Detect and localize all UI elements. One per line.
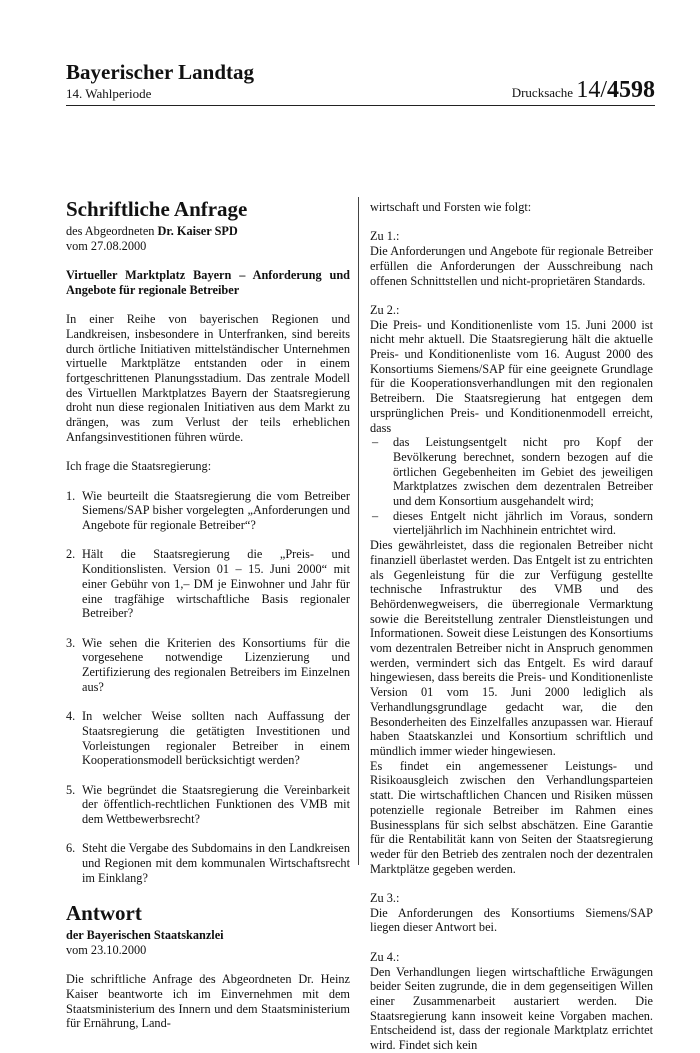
column-divider (358, 197, 359, 865)
question-number: 1. (66, 488, 76, 503)
question-item (66, 636, 350, 695)
zu1-label: Zu 1.: (370, 229, 400, 244)
bullet-text: dieses Entgelt nicht jährlich im Voraus, sondern vierteljährlich im Nachhinein entrichtet wird. (393, 508, 653, 538)
zu3-text: Die Anforderungen des Konsortiums Siemens/SAP liegen dieser Antwort bei. (370, 905, 653, 935)
zu2-label: Zu 2.: (370, 302, 400, 317)
zu3-label: Zu 3.: (370, 891, 400, 905)
answer-intro-continued: wirtschaft und Forsten wie folgt: (370, 200, 532, 214)
header-rule (66, 105, 655, 106)
right-column (370, 200, 653, 1053)
question-item (66, 709, 350, 768)
answer-heading: Antwort (66, 901, 142, 926)
print-number-part2: 4598 (607, 77, 655, 103)
left-column (66, 196, 350, 1031)
parliament-title: Bayerischer Landtag (66, 60, 255, 84)
question-number: 3. (66, 635, 76, 650)
inquiry-subject: Virtueller Marktplatz Bayern – Anforderung und Angebote für regionale Betreiber (66, 268, 350, 297)
bullet-text: das Leistungsentgelt nicht pro Kopf der Bevölkerung berechnet, sondern bezogen auf die örtlichen Gegebenheiten im Gebiet des jeweiligen Marktplatzes zwischen dem dezentralen Betreiber und dem Konsortium ausgehandelt wird; (393, 435, 653, 509)
answer-date: vom 23.10.2000 (66, 942, 147, 957)
legislative-period: 14. Wahlperiode (66, 86, 152, 101)
question-item (66, 547, 350, 621)
question-text: Hält die Staatsregierung die „Preis- und Konditionslisten. Version 01 – 15. Juni 2000“ mit einer Gebühr von 1,– DM je Einwohner und Jahr für eine tragfähige wirtschaftliche Basis regionaler Betreiber? (82, 547, 350, 621)
zu2-text: Die Preis- und Konditionenliste vom 15. Juni 2000 ist nicht mehr aktuell. Die Staatsregierung hält die aktuelle Preis- und Konditionenliste vom 16. August 2000 des Konsortiums Siemens/SAP für eine geeignete Grundlage für die Kooperationsverhandlungen mit den regionalen Betreibern. Die Staatsregierung hat entgegen dem ursprünglichen Preis- und Konditionenmodell erreicht, dass (370, 317, 653, 435)
inquiry-author (66, 224, 350, 239)
question-item (66, 841, 350, 885)
bullet-item: – dieses Entgelt nicht jährlich im Voraus, sondern vierteljährlich im Nachhinein entrichtet wird. (372, 508, 653, 538)
question-text: In welcher Weise sollten nach Auffassung der Staatsregierung die getätigten Investitionen und Vorleistungen regionaler Betreiber in einem Kooperationsmodell berücksichtigt werden? (82, 709, 350, 768)
print-label: Drucksache (511, 85, 574, 100)
inquiry-author-name: Dr. Kaiser SPD (157, 224, 238, 238)
zu2-bullet-list (370, 435, 653, 538)
zu4-text: Den Verhandlungen liegen wirtschaftliche Erwägungen beider Seiten zugrunde, die in dem gegenseitigen Willen einer Zusammenarbeit austariert werden. Die Staatsregierung kann insoweit keine Vorgaben machen. Entscheidend ist, dass der regionale Marktplatz errichtet wird. Findet sich kein (370, 964, 653, 1053)
question-text: Steht die Vergabe des Subdomains in den Landkreisen und Regionen mit dem kommunalen Wirtschaftsrecht im Einklang? (82, 841, 350, 885)
print-number-part1: 14/ (576, 77, 607, 103)
answer-intro: Die schriftliche Anfrage des Abgeordneten Dr. Heinz Kaiser beantworte ich im Einvernehmen mit dem Staatsministerium des Innern und dem Staatsministerium für Ernährung, Land- (66, 972, 350, 1031)
question-text: Wie begründet die Staatsregierung die Vereinbarkeit der öffentlich-rechtlichen Funktionen des VMB mit dem Wettbewerbsrecht? (82, 782, 350, 826)
question-text: Wie sehen die Kriterien des Konsortiums für die vorgesehene notwendige Lizenzierung und Zertifizierung des regionalen Betreibers im Einzelnen aus? (82, 635, 350, 694)
zu4-label: Zu 4.: (370, 949, 400, 964)
zu2-text-3: Es findet ein angemessener Leistungs- und Risikoausgleich zwischen den Verhandlungsparteien statt. Die wirtschaftlichen Chancen und Risiken müssen potenzielle regionale Betreiber im Rahmen eines Businessplans für sich selbst abschätzen. Eine Garantie für die Rentabilität kann von Seiten der Staatsregierung weder für den Betrieb des zentralen noch der dezentralen Marktplätze gegeben werden. (370, 758, 653, 876)
question-item (66, 489, 350, 533)
inquiry-author-prefix: des Abgeordneten (66, 224, 155, 238)
inquiry-date: vom 27.08.2000 (66, 238, 147, 253)
question-text: Wie beurteilt die Staatsregierung die vom Betreiber Siemens/SAP bisher vorgelegten „Anforderungen und Angebote für regionale Betreiber“? (82, 488, 350, 532)
question-list (66, 489, 350, 886)
inquiry-ask-line: Ich frage die Staatsregierung: (66, 459, 212, 474)
inquiry-heading: Schriftliche Anfrage (66, 197, 248, 221)
answer-authority: der Bayerischen Staatskanzlei (66, 928, 224, 943)
zu2-text-2: Dies gewährleistet, dass die regionalen Betreiber nicht finanziell überlastet werden. Das Entgelt ist zu entrichten als Gegenleistung für die zur Verfügung gestellte technische Infrastruktur des VMB und des Behördenwegweisers, die überregionale Vermarktung sowie die Bereitstellung zentraler Dienstleistungen und Informationen. Soweit diese Leistungen des Konsortiums vom dezentralen Betreiber nicht in Anspruch genommen werden, vermindert sich das Entgelt. Es wird darauf hingewiesen, dass bereits die Preis- und Konditionenliste Version 01 vom 15. Juni 2000 lediglich als Verhandlungsgrundlage gedacht war, die den Besonderheiten des Einzelfalles anzupassen war. Hierauf haben Staatskanzlei und Konsortium schriftlich und mündlich immer wieder hingewiesen. (370, 538, 653, 758)
inquiry-intro: In einer Reihe von bayerischen Regionen und Landkreisen, insbesondere in Unterfranken, sind bereits durch örtliche Initiativen mittelständischer Unternehmen virtuelle Marktplätze entstanden oder in einem fortgeschrittenen Planungsstadium. Das zentrale Modell des Virtuellen Marktplatzes Bayern der Staatsregierung droht nun diese regionalen Initiativen aus dem Markt zu drängen, was zum Verlust der teils erheblichen Anfangsinvestitionen führen würde. (66, 312, 350, 444)
question-number: 4. (66, 709, 76, 724)
zu1-text: Die Anforderungen und Angebote für regionale Betreiber erfüllen die Anforderungen der Ausschreibung nach offenen Schnittstellen und nicht-proprietären Standards. (370, 244, 653, 288)
question-number: 6. (66, 841, 76, 856)
print-number (512, 77, 655, 104)
bullet-item: – das Leistungsentgelt nicht pro Kopf der Bevölkerung berechnet, sondern bezogen auf die örtlichen Gegebenheiten im Gebiet des jeweiligen Marktplatzes zwischen dem dezentralen Betreiber und dem Konsortium ausgehandelt wird; (372, 435, 653, 509)
question-number: 2. (66, 547, 76, 562)
question-item (66, 783, 350, 827)
question-number: 5. (66, 782, 76, 797)
